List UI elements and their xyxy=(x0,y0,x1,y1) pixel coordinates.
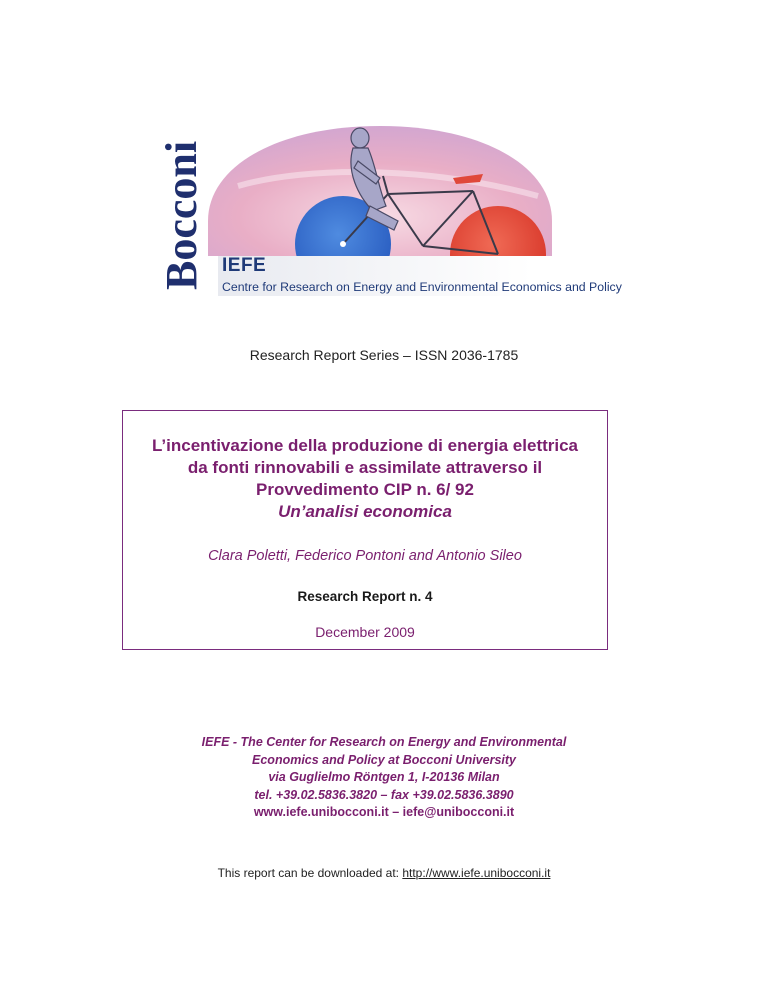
iefe-logo-title: IEFE xyxy=(222,255,267,276)
download-prefix: This report can be downloaded at: xyxy=(217,866,403,880)
address-line-3: via Guglielmo Röntgen 1, I-20136 Milan xyxy=(268,770,500,784)
report-series: Research Report Series – ISSN 2036-1785 xyxy=(249,347,519,363)
report-number: Research Report n. 4 xyxy=(297,589,433,604)
institution-address xyxy=(0,734,768,822)
report-date: December 2009 xyxy=(315,624,415,640)
bocconi-logo-wordmark: Bocconi xyxy=(157,140,206,290)
authors: Clara Poletti, Federico Pontoni and Antonio Sileo xyxy=(208,548,522,564)
download-link[interactable]: http://www.iefe.unibocconi.it xyxy=(402,866,551,880)
iefe-logo-subtitle: Centre for Research on Energy and Environmental Economics and Policy xyxy=(222,280,622,294)
title-line-2: da fonti rinnovabili e assimilate attraverso il xyxy=(187,458,543,477)
report-subtitle: Un’analisi economica xyxy=(278,502,452,521)
download-note xyxy=(0,866,768,880)
address-line-5: www.iefe.unibocconi.it – iefe@unibocconi.it xyxy=(253,805,515,819)
report-title xyxy=(122,435,608,523)
address-line-4: tel. +39.02.5836.3820 – fax +39.02.5836.3890 xyxy=(254,787,514,802)
address-line-1: IEFE - The Center for Research on Energy and Environmental xyxy=(201,735,567,749)
address-line-2: Economics and Policy at Bocconi University xyxy=(252,752,516,767)
cyclist-illustration xyxy=(208,126,552,256)
title-line-3: Provvedimento CIP n. 6/ 92 xyxy=(256,480,474,499)
title-line-1: L’incentivazione della produzione di energia elettrica xyxy=(151,436,579,455)
